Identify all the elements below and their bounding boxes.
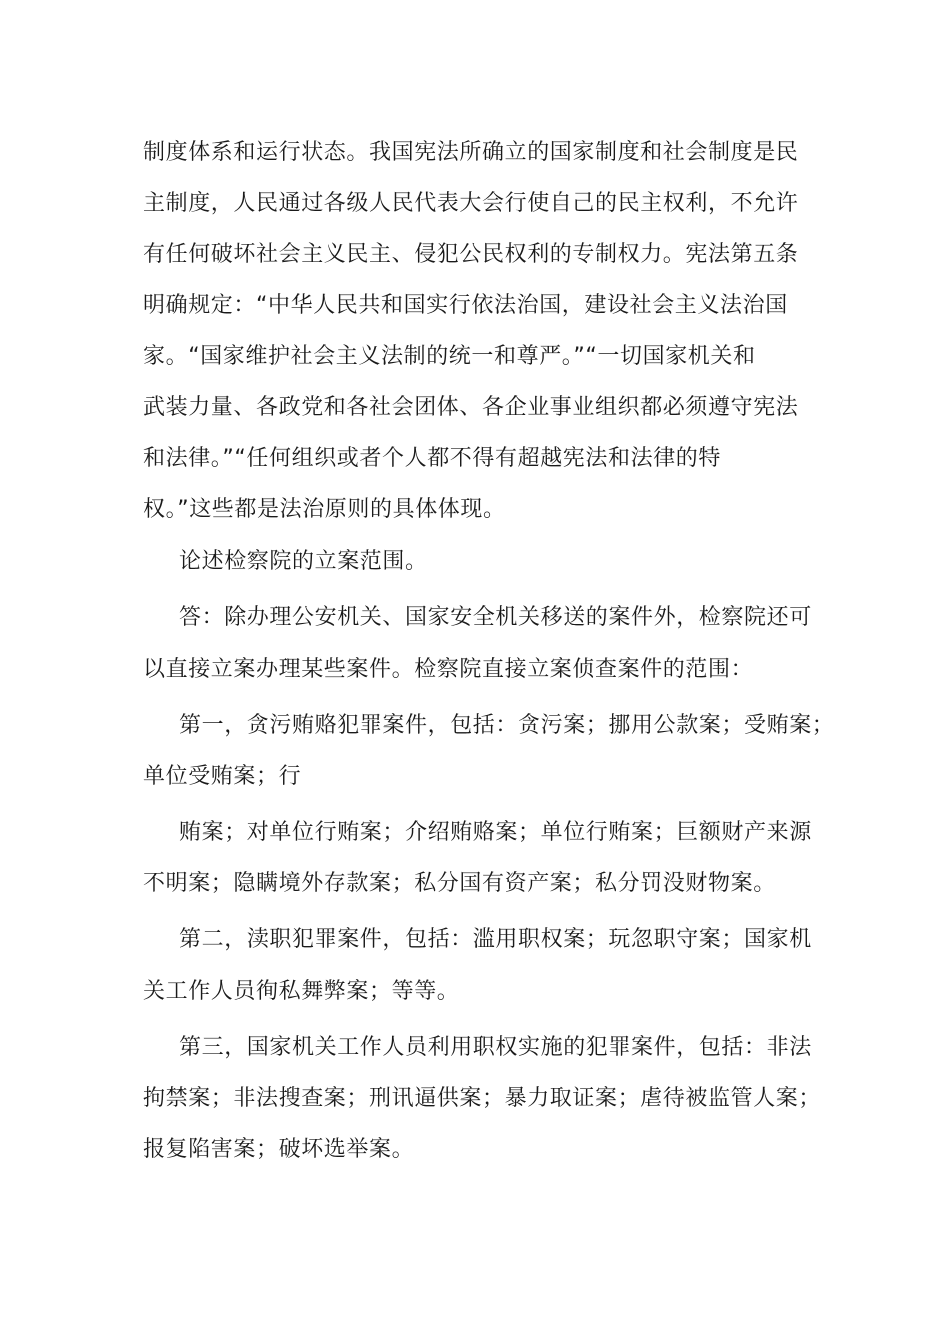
text-line: 第二，渎职犯罪案件，包括：滥用职权案；玩忽职守案；国家机: [179, 927, 812, 952]
text-line: 家。“国家维护社会主义法制的统一和尊严。”“一切国家机关和: [143, 344, 756, 369]
text-line: 有任何破坏社会主义民主、侵犯公民权利的专制权力。宪法第五条: [143, 242, 799, 267]
text-line: 武装力量、各政党和各社会团体、各企业事业组织都必须遵守宪法: [143, 395, 799, 420]
text-line: 贿案；对单位行贿案；介绍贿赂案；单位行贿案；巨额财产来源: [179, 820, 812, 845]
text-line: 第三，国家机关工作人员利用职权实施的犯罪案件，包括：非法: [179, 1035, 812, 1060]
text-line: 关工作人员徇私舞弊案；等等。: [143, 979, 460, 1004]
text-line: 报复陷害案；破坏选举案。: [143, 1137, 415, 1162]
text-line: 单位受贿案；行: [143, 764, 302, 789]
text-line: 制度体系和运行状态。我国宪法所确立的国家制度和社会制度是民: [143, 140, 799, 165]
text-line: 拘禁案；非法搜查案；刑讯逼供案；暴力取证案；虐待被监管人案；: [143, 1086, 822, 1111]
text-line: 权。”这些都是法治原则的具体体现。: [143, 497, 506, 522]
text-line: 答：除办理公安机关、国家安全机关移送的案件外，检察院还可: [179, 605, 812, 630]
text-line: 以直接立案办理某些案件。检察院直接立案侦查案件的范围：: [143, 657, 754, 682]
text-line: 第一，贪污贿赂犯罪案件，包括：贪污案；挪用公款案；受贿案；: [179, 713, 835, 738]
text-line: 和法律。”“任何组织或者个人都不得有超越宪法和法律的特: [143, 446, 721, 471]
text-line: 明确规定：“中华人民共和国实行依法治国，建设社会主义法治国: [143, 293, 788, 318]
text-line: 不明案；隐瞒境外存款案；私分国有资产案；私分罚没财物案。: [143, 871, 776, 896]
section-question: 论述检察院的立案范围。: [179, 549, 428, 574]
text-line: 主制度，人民通过各级人民代表大会行使自己的民主权利，不允许: [143, 191, 799, 216]
